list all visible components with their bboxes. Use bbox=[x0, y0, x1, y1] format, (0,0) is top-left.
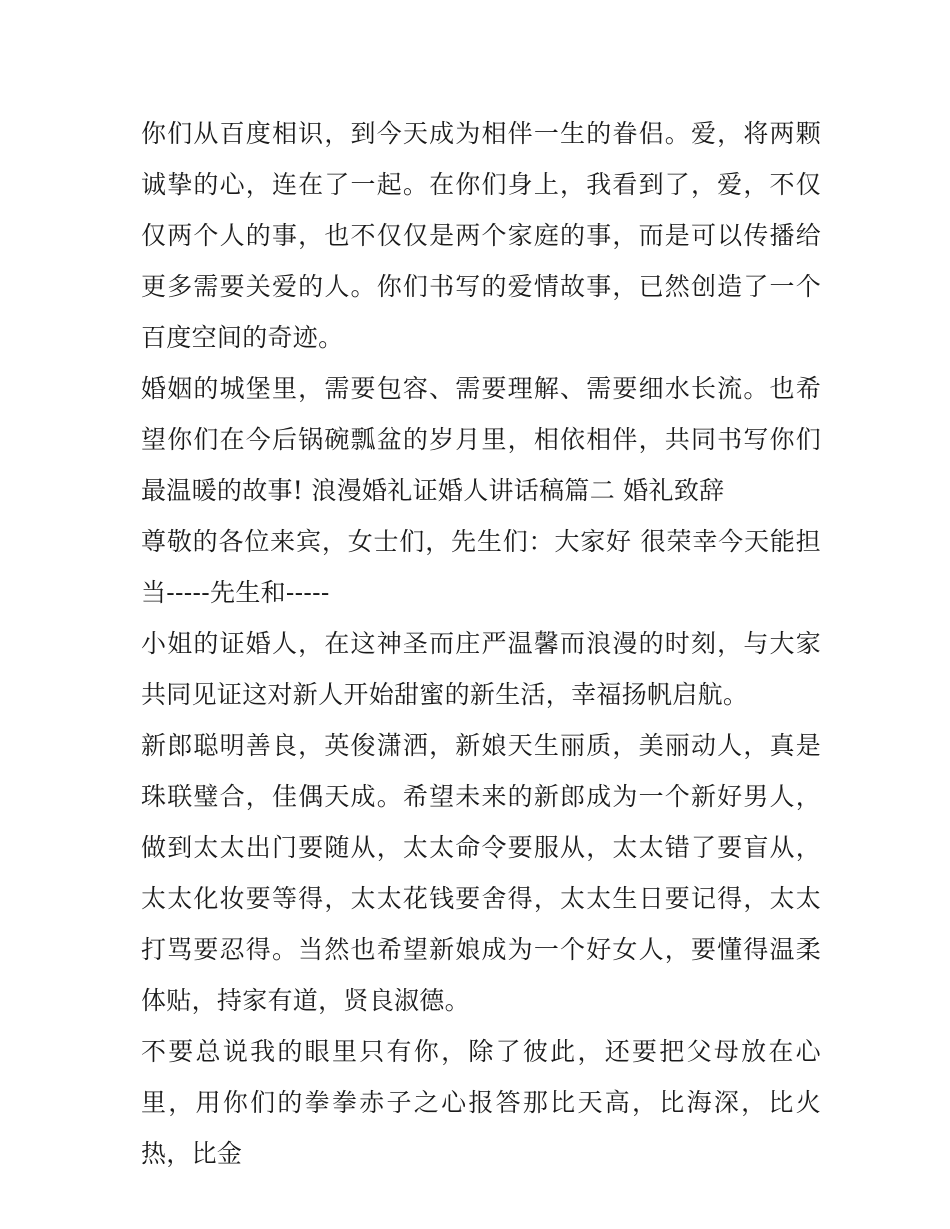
document-body bbox=[141, 108, 821, 1179]
paragraph: 不要总说我的眼里只有你，除了彼此，还要把父母放在心里，用你们的拳拳赤子之心报答那比天高，比海深，比火热，比金 bbox=[141, 1037, 821, 1168]
paragraph: 小姐的证婚人，在这神圣而庄严温馨而浪漫的时刻，与大家共同见证这对新人开始甜蜜的新生活，幸福扬帆启航。 bbox=[141, 629, 821, 709]
paragraph: 婚姻的城堡里，需要包容、需要理解、需要细水长流。也希望你们在今后锅碗瓢盆的岁月里，相依相伴，共同书写你们最温暖的故事! 浪漫婚礼证婚人讲话稿篇二 婚礼致辞 bbox=[141, 374, 821, 505]
paragraph: 尊敬的各位来宾，女士们，先生们：大家好 很荣幸今天能担当-----先生和----- bbox=[141, 527, 821, 607]
paragraph: 新郎聪明善良，英俊潇洒，新娘天生丽质，美丽动人，真是珠联璧合，佳偶天成。希望未来的新郎成为一个新好男人，做到太太出门要随从，太太命令要服从，太太错了要盲从，太太化妆要等得，太太花钱要舍得，太太生日要记得，太太打骂要忍得。当然也希望新娘成为一个好女人，要懂得温柔体贴，持家有道，贤良淑德。 bbox=[141, 731, 821, 1015]
paragraph: 你们从百度相识，到今天成为相伴一生的眷侣。爱，将两颗诚挚的心，连在了一起。在你们身上，我看到了，爱，不仅仅两个人的事，也不仅仅是两个家庭的事，而是可以传播给更多需要关爱的人。你们书写的爱情故事，已然创造了一个百度空间的奇迹。 bbox=[141, 119, 821, 352]
